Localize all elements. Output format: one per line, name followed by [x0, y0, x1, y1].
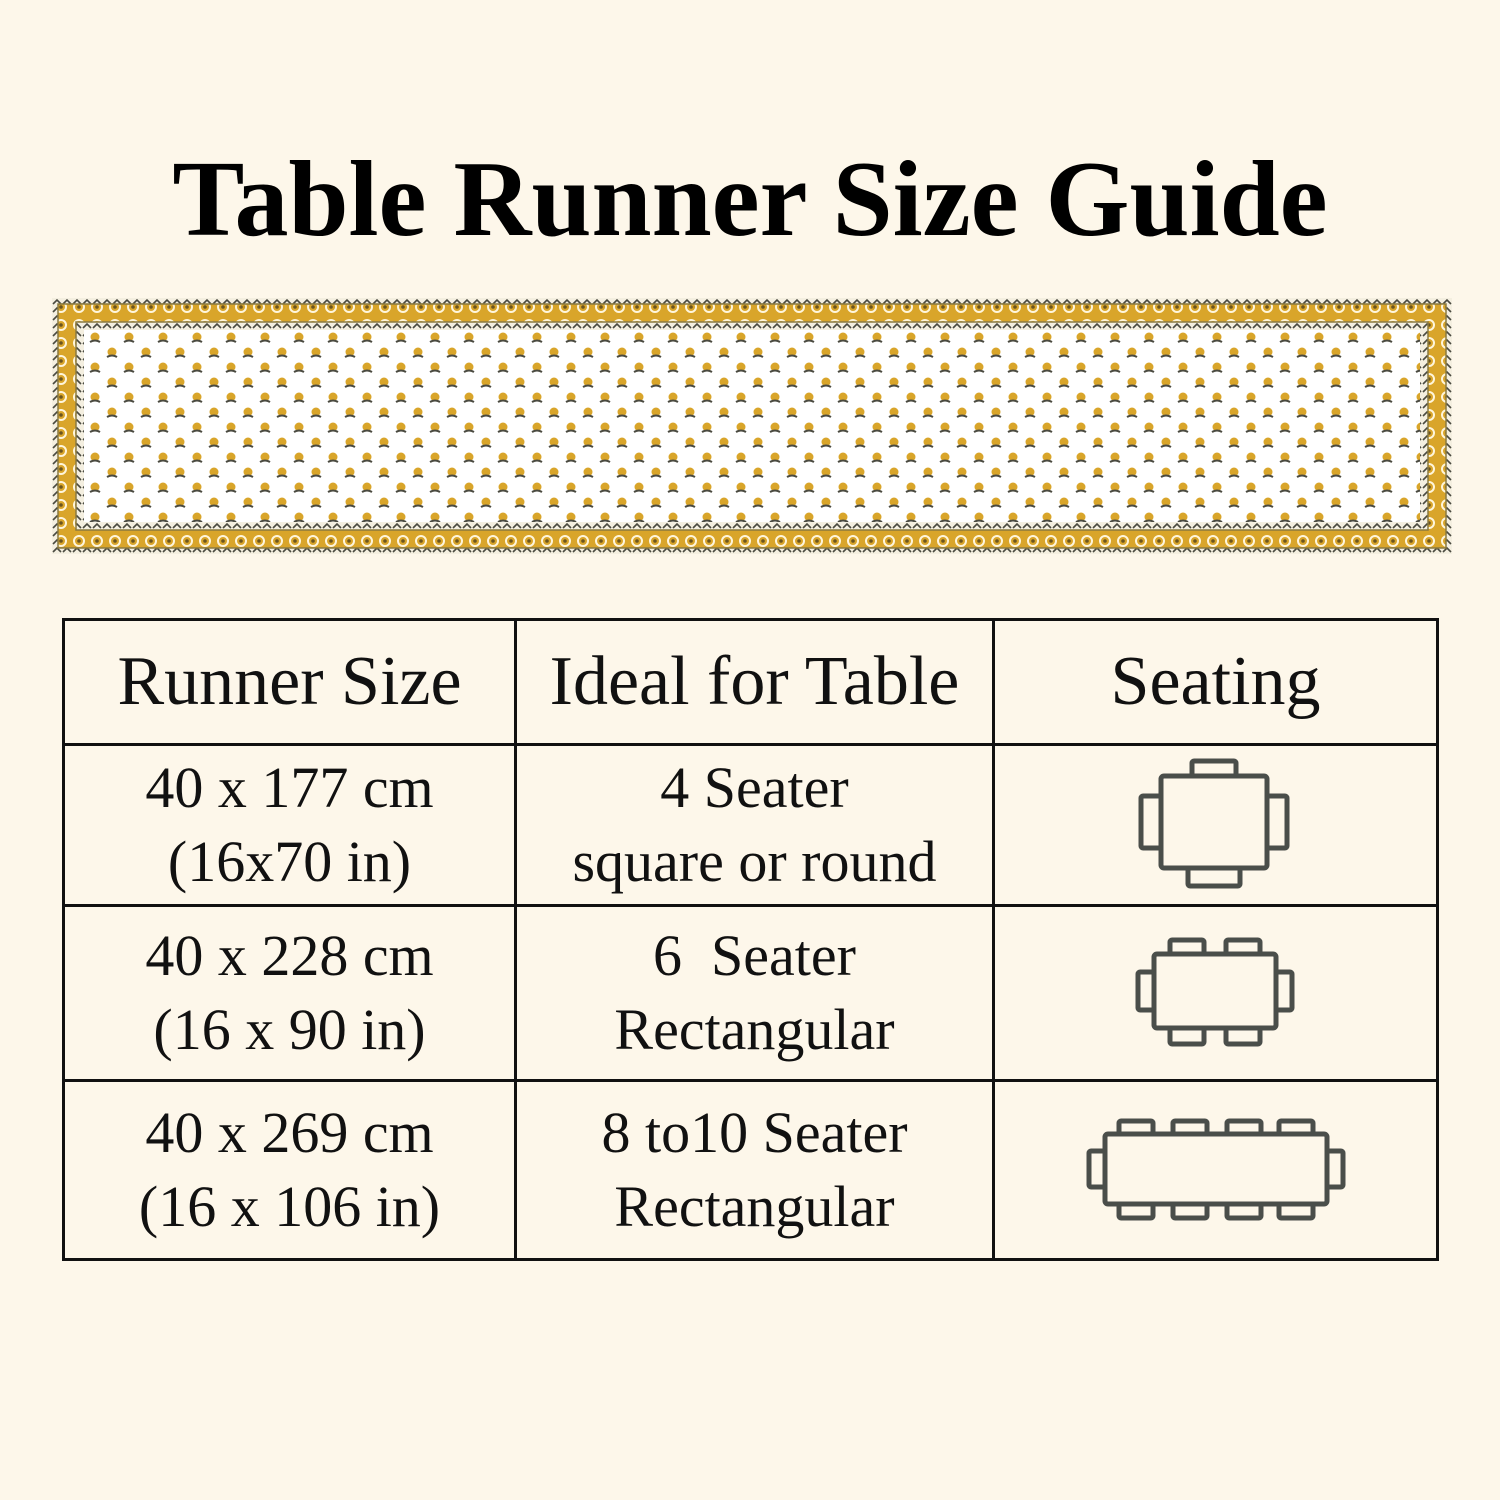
- ideal-seats: 4 Seater: [660, 755, 849, 820]
- table-row: [64, 745, 1438, 906]
- size-in: (16 x 106 in): [138, 1174, 441, 1239]
- table-row: [64, 906, 1438, 1081]
- size-in: (16x70 in): [167, 829, 412, 894]
- header-seating: Seating: [994, 620, 1438, 745]
- runner-size-cell: [64, 906, 516, 1081]
- ideal-seats: 8 to10 Seater: [601, 1100, 908, 1165]
- ideal-shape: square or round: [572, 829, 937, 894]
- ideal-shape: Rectangular: [614, 1174, 895, 1239]
- size-guide-table: [62, 618, 1439, 1261]
- ideal-seats: 6 Seater: [653, 923, 856, 988]
- ideal-shape: Rectangular: [614, 997, 895, 1062]
- size-cm: 40 x 177 cm: [145, 755, 434, 820]
- ideal-table-cell: [516, 906, 994, 1081]
- 10-seater-table-icon: [1085, 1117, 1347, 1223]
- runner-size-cell: [64, 745, 516, 906]
- table-row: [64, 1081, 1438, 1260]
- 4-seater-table-icon: [1136, 758, 1296, 892]
- seating-cell: [994, 1081, 1438, 1260]
- size-cm: 40 x 269 cm: [145, 1100, 434, 1165]
- ideal-table-cell: [516, 1081, 994, 1260]
- seating-cell: [994, 906, 1438, 1081]
- size-cm: 40 x 228 cm: [145, 923, 434, 988]
- table-runner-illustration: [52, 298, 1452, 554]
- seating-cell: [994, 745, 1438, 906]
- 6-seater-table-icon: [1134, 936, 1298, 1050]
- table-header-row: [64, 620, 1438, 745]
- page-title: Table Runner Size Guide: [172, 140, 1328, 259]
- runner-size-cell: [64, 1081, 516, 1260]
- header-runner-size: Runner Size: [64, 620, 516, 745]
- size-in: (16 x 90 in): [153, 997, 426, 1062]
- header-ideal-for-table: Ideal for Table: [516, 620, 994, 745]
- ideal-table-cell: [516, 745, 994, 906]
